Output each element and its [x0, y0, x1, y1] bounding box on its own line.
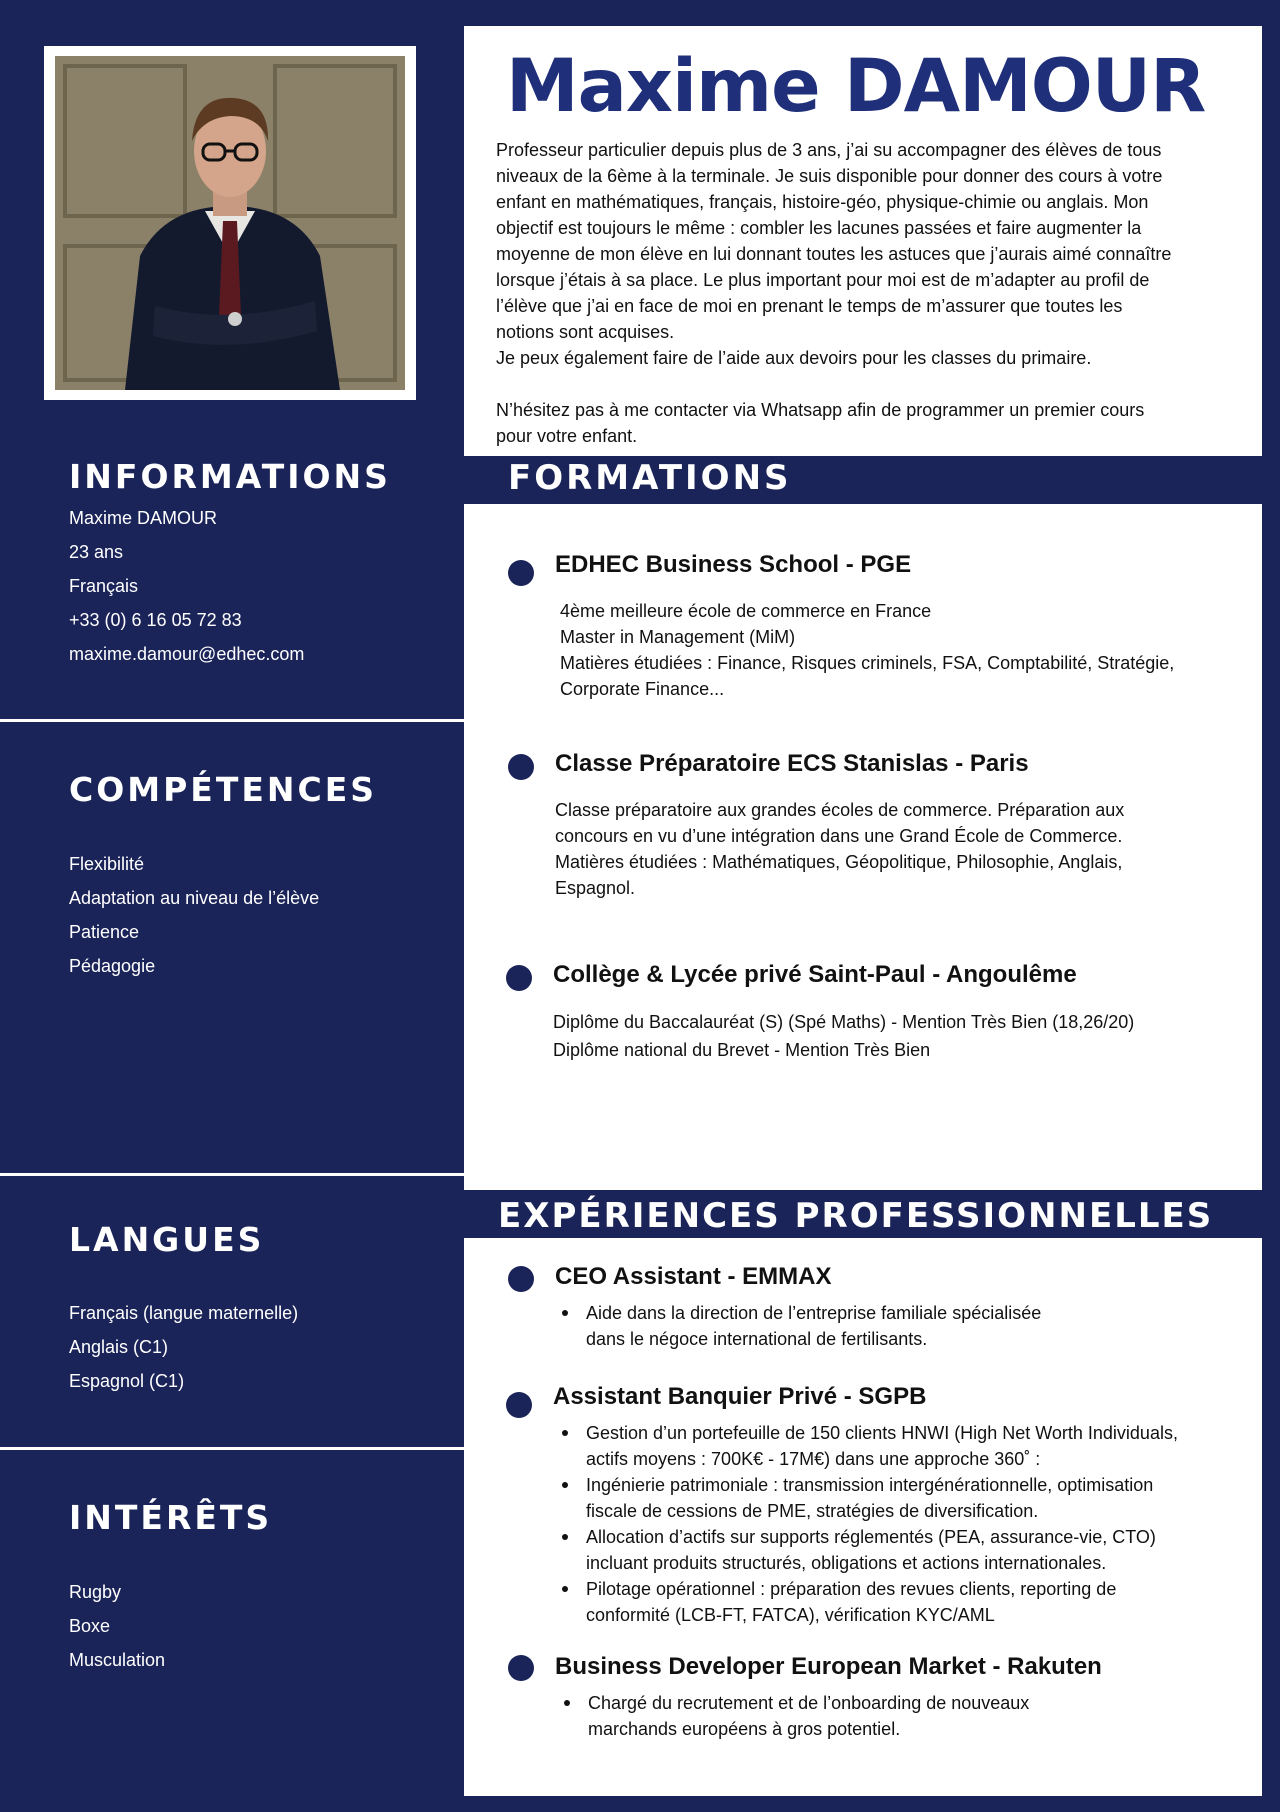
- formation-text: Classe préparatoire aux grandes écoles de commerce. Préparation aux concours en vu d’une intégration dans une Grand École de Commerce. Matières étudiées : Mathématiques, Géopolitique, Philosophie, Anglais, Espagnol.: [555, 800, 1125, 898]
- info-nationality: Français: [69, 576, 139, 596]
- info-age: 23 ans: [69, 542, 124, 562]
- experience-title: CEO Assistant - EMMAX: [555, 1263, 832, 1290]
- list-item: Boxe: [69, 1616, 111, 1636]
- langues-list: [69, 1296, 298, 1398]
- sidebar-divider: [0, 1447, 464, 1450]
- informations-heading: INFORMATIONS: [69, 457, 391, 496]
- bullet-dot-icon: [508, 560, 534, 586]
- formation-title: EDHEC Business School - PGE: [555, 551, 912, 578]
- formation-title: Classe Préparatoire ECS Stanislas - Paris: [555, 750, 1029, 777]
- formation-text: Diplôme du Baccalauréat (S) (Spé Maths) - Mention Très Bien (18,26/20) Diplôme national du Brevet - Mention Très Bien: [553, 1012, 1135, 1060]
- info-email: maxime.damour@edhec.com: [69, 644, 305, 664]
- list-item: Français (langue maternelle): [69, 1303, 299, 1323]
- list-item: Allocation d’actifs sur supports réglementés (PEA, assurance-vie, CTO) incluant produits structurés, obligations et actions internationales.: [560, 1524, 1178, 1576]
- experience-bullets: [560, 1300, 1041, 1352]
- list-item: Anglais (C1): [69, 1337, 169, 1357]
- bullet-dot-icon: [508, 754, 534, 780]
- list-item: Flexibilité: [69, 854, 145, 874]
- experience-bullets: [562, 1690, 1029, 1742]
- info-name: Maxime DAMOUR: [69, 508, 218, 528]
- info-phone: +33 (0) 6 16 05 72 83: [69, 610, 242, 630]
- list-item: Patience: [69, 922, 140, 942]
- list-item: Musculation: [69, 1650, 166, 1670]
- profile-photo-frame: [44, 46, 416, 400]
- sidebar-divider: [0, 719, 464, 722]
- interets-heading: INTÉRÊTS: [69, 1498, 273, 1537]
- list-item: Adaptation au niveau de l’élève: [69, 888, 320, 908]
- list-item: Rugby: [69, 1582, 122, 1602]
- list-item: Gestion d’un portefeuille de 150 clients HNWI (High Net Worth Individuals, actifs moyens : 700K€ - 17M€) dans une approche 360˚ :: [560, 1420, 1178, 1472]
- list-item: Pédagogie: [69, 956, 156, 976]
- list-item: Pilotage opérationnel : préparation des revues clients, reporting de conformité (LCB-FT, FATCA), vérification KYC/AML: [560, 1576, 1178, 1628]
- list-item: Ingénierie patrimoniale : transmission intergénérationnelle, optimisation fiscale de cessions de PME, stratégies de diversification.: [560, 1472, 1178, 1524]
- formations-heading: FORMATIONS: [508, 458, 792, 498]
- bullet-dot-icon: [506, 1392, 532, 1418]
- list-item: Espagnol (C1): [69, 1371, 185, 1391]
- langues-heading: LANGUES: [69, 1220, 265, 1259]
- sidebar-divider: [0, 1173, 464, 1176]
- experience-title: Assistant Banquier Privé - SGPB: [553, 1383, 927, 1410]
- profile-photo: [55, 56, 405, 390]
- experiences-heading: EXPÉRIENCES PROFESSIONNELLES: [498, 1196, 1214, 1236]
- competences-heading: COMPÉTENCES: [69, 770, 378, 809]
- competences-list: [69, 847, 319, 983]
- bullet-dot-icon: [508, 1655, 534, 1681]
- informations-list: [69, 501, 304, 671]
- formation-title: Collège & Lycée privé Saint-Paul - Angoulême: [553, 961, 1077, 988]
- bullet-dot-icon: [508, 1266, 534, 1292]
- experience-title: Business Developer European Market - Rakuten: [555, 1653, 1102, 1680]
- page-title: Maxime DAMOUR: [506, 44, 1206, 129]
- intro-paragraph: Professeur particulier depuis plus de 3 ans, j’ai su accompagner des élèves de tous niveaux de la 6ème à la terminale. Je suis disponible pour donner des cours à votre enfant en mathématiques, français, histoire-géo, physique-chimie ou anglais. Mon objectif est toujours le même : combler les lacunes passées et faire augmenter la moyenne de mon élève en lui donnant toutes les astuces que j’aurais aimé connaître lorsque j’étais à sa place. Le plus important pour moi est de m’adapter au profil de l’élève que j’ai en face de moi en prenant le temps de m’assurer que toutes les notions sont acquises. Je peux également faire de l’aide aux devoirs pour les classes du primaire. N’hésitez pas à me contacter via Whatsapp afin de programmer un premier cours pour votre enfant.: [496, 140, 1172, 446]
- list-item: Chargé du recrutement et de l’onboarding de nouveaux marchands européens à gros potentiel.: [562, 1690, 1029, 1742]
- bullet-dot-icon: [506, 965, 532, 991]
- experience-bullets: [560, 1420, 1178, 1628]
- interets-list: [69, 1575, 165, 1677]
- portrait-image: [55, 56, 405, 390]
- list-item: Aide dans la direction de l’entreprise familiale spécialisée dans le négoce international de fertilisants.: [560, 1300, 1041, 1352]
- formation-text: 4ème meilleure école de commerce en France Master in Management (MiM) Matières étudiées : Finance, Risques criminels, FSA, Comptabilité, Stratégie, Corporate Finance...: [560, 601, 1175, 699]
